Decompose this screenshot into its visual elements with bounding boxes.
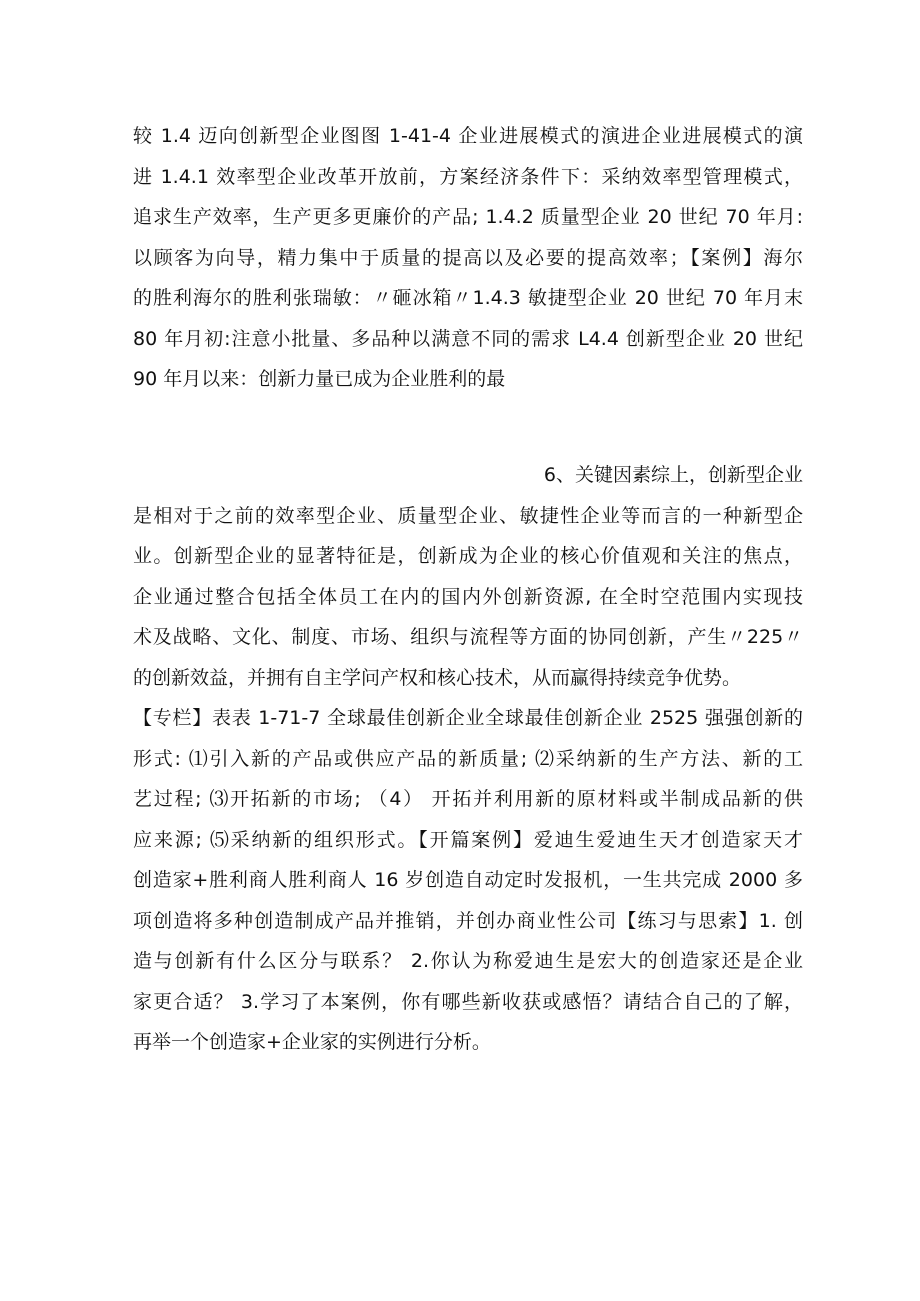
text-line: 形式: ⑴引入新的产品或供应产品的新质量; ⑵采纳新的生产方法、新的工 [133, 747, 803, 770]
text-line: 追求生产效率，生产更多更廉价的产品; 1.4.2 质量型企业 20 世纪 70 年月: [133, 206, 803, 228]
text-line: 业。创新型企业的显著特征是，创新成为企业的核心价值观和关注的焦点， [133, 545, 803, 567]
text-line: 艺过程; ⑶开拓新的市场; （4） 开拓并利用新的原材料或半制成品新的供 [133, 788, 803, 810]
text-line: 【专栏】表表 1-71-7 全球最佳创新企业全球最佳创新企业 2525 强强创新的 [133, 707, 803, 729]
text-line: 创造家+胜利商人胜利商人 16 岁创造自动定时发报机，一生共完成 2000 多 [133, 869, 803, 891]
text-line: 术及战略、文化、制度、市场、组织与流程等方面的协同创新，产生〃225〃 [133, 626, 803, 648]
text-line: 较 1.4 迈向创新型企业图图 1-41-4 企业进展模式的演进企业进展模式的演 [133, 125, 803, 147]
text-line: 进 1.4.1 效率型企业改革开放前，方案经济条件下：采纳效率型管理模式， [133, 165, 803, 188]
text-line: 再举一个创造家+企业家的实例进行分析。 [133, 1031, 491, 1053]
paragraph-key-factors [133, 455, 803, 1063]
text-line: 的创新效益，并拥有自主学问产权和核心技术，从而赢得持续竞争优势。 [133, 666, 742, 689]
text-line: 以顾客为向导，精力集中于质量的提高以及必要的提高效率；【案例】海尔 [133, 246, 803, 269]
text-line: 90 年月以来：创新力量已成为企业胜利的最 [133, 368, 506, 390]
text-line: 造与创新有什么区分与联系？ 2.你认为称爱迪生是宏大的创造家还是企业 [133, 950, 803, 972]
text-line: 的胜利海尔的胜利张瑞敏：〃砸冰箱〃1.4.3 敏捷型企业 20 世纪 70 年月末 [133, 287, 803, 309]
text-line: 家更合适？ 3.学习了本案例，你有哪些新收获或感悟？请结合自己的了解， [133, 990, 803, 1013]
text-line: 是相对于之前的效率型企业、质量型企业、敏捷性企业等而言的一种新型企 [133, 504, 803, 527]
text-line: 80 年月初:注意小批量、多品种以满意不同的需求 L4.4 创新型企业 20 世纪 [133, 327, 803, 350]
text-line: 应来源; ⑸采纳新的组织形式。【开篇案例】爱迪生爱迪生天才创造家天才 [133, 828, 803, 851]
section-heading: 6、关键因素综上，创新型企业 [543, 464, 803, 486]
paragraph-innovation-enterprise-evolution [133, 116, 803, 400]
text-line: 项创造将多种创造制成产品并推销，并创办商业性公司【练习与思索】1. 创 [133, 909, 803, 932]
text-line: 企业通过整合包括全体员工在内的国内外创新资源, 在全时空范围内实现技 [133, 585, 803, 608]
